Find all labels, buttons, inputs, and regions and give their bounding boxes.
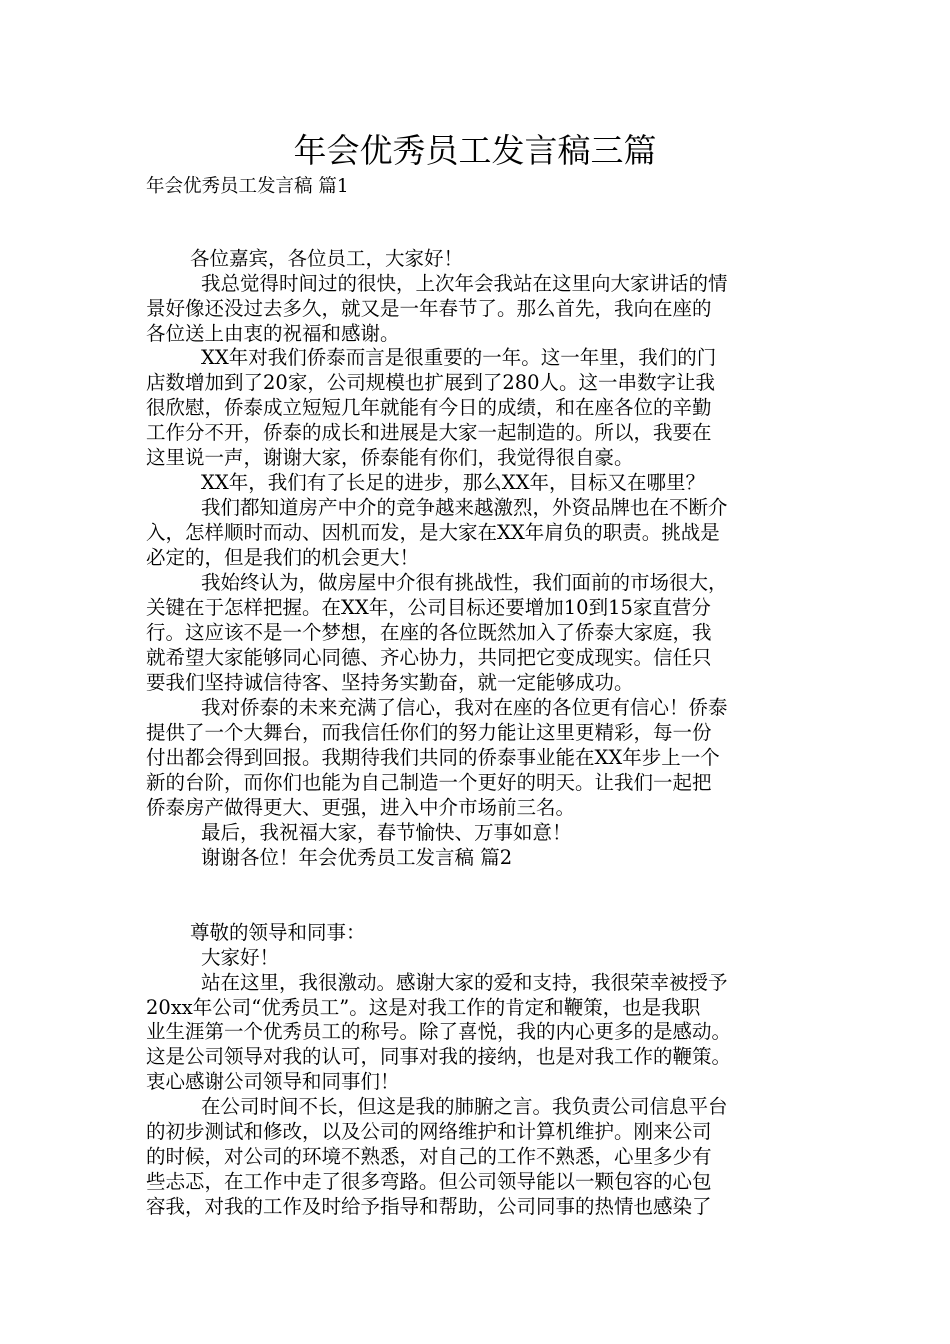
text-line: 提供了一个大舞台，而我信任你们的努力能让这里更精彩，每一份: [146, 721, 712, 744]
text-line: 这里说一声，谢谢大家，侨泰能有你们，我觉得很自豪。: [146, 446, 634, 469]
text-line: 衷心感谢公司领导和同事们！: [146, 1070, 400, 1093]
text-line: 就希望大家能够同心同德、齐心协力，共同把它变成现实。信任只: [146, 646, 712, 669]
text-line: 各位嘉宾，各位员工，大家好！: [190, 247, 464, 270]
text-line: 我们都知道房产中介的竞争越来越激烈，外资品牌也在不断介: [201, 496, 728, 519]
text-line: 景好像还没过去多久，就又是一年春节了。那么首先，我向在座的: [146, 297, 712, 320]
text-line: 我对侨泰的未来充满了信心，我对在座的各位更有信心！侨泰: [201, 696, 728, 719]
text-line: 必定的，但是我们的机会更大！: [146, 546, 420, 569]
text-line: 工作分不开，侨泰的成长和进展是大家一起制造的。所以，我要在: [146, 421, 712, 444]
text-line: 谢谢各位！年会优秀员工发言稿 篇2: [201, 846, 513, 869]
text-line: 我始终认为，做房屋中介很有挑战性，我们面前的市场很大，: [201, 571, 728, 594]
document-title: 年会优秀员工发言稿三篇: [293, 131, 657, 170]
text-line: 最后，我祝福大家，春节愉快、万事如意！: [201, 821, 572, 844]
text-line: 很欣慰，侨泰成立短短几年就能有今日的成绩，和在座各位的辛勤: [146, 396, 712, 419]
text-line: 入，怎样顺时而动、因机而发，是大家在XX年肩负的职责。挑战是: [146, 521, 720, 544]
text-line: 在公司时间不长，但这是我的肺腑之言。我负责公司信息平台: [201, 1095, 728, 1118]
text-line: 业生涯第一个优秀员工的称号。除了喜悦，我的内心更多的是感动。: [146, 1020, 732, 1043]
text-line: 侨泰房产做得更大、更强，进入中介市场前三名。: [146, 796, 576, 819]
text-line: 大家好！: [201, 946, 280, 969]
text-line: 些忐忑，在工作中走了很多弯路。但公司领导能以一颗包容的心包: [146, 1170, 712, 1193]
text-line: 容我，对我的工作及时给予指导和帮助，公司同事的热情也感染了: [146, 1195, 712, 1218]
text-line: 要我们坚持诚信待客、坚持务实勤奋，就一定能够成功。: [146, 671, 634, 694]
text-line: XX年，我们有了长足的进步，那么XX年，目标又在哪里？: [201, 471, 706, 494]
text-line: 这是公司领导对我的认可，同事对我的接纳，也是对我工作的鞭策。: [146, 1045, 732, 1068]
section-heading-1: 年会优秀员工发言稿 篇1: [146, 176, 349, 197]
text-line: 20xx年公司“优秀员工”。这是对我工作的肯定和鞭策，也是我职: [146, 996, 701, 1019]
text-line: 的初步测试和修改，以及公司的网络维护和计算机维护。刚来公司: [146, 1120, 712, 1143]
text-line: 付出都会得到回报。我期待我们共同的侨泰事业能在XX年步上一个: [146, 746, 720, 769]
text-line: 关键在于怎样把握。在XX年，公司目标还要增加10到15家直营分: [146, 596, 711, 619]
text-line: XX年对我们侨泰而言是很重要的一年。这一年里，我们的门: [201, 346, 717, 369]
text-line: 各位送上由衷的祝福和感谢。: [146, 322, 400, 345]
text-line: 站在这里，我很激动。感谢大家的爱和支持，我很荣幸被授予: [201, 971, 728, 994]
text-line: 店数增加到了20家，公司规模也扩展到了280人。这一串数字让我: [146, 371, 716, 394]
text-line: 新的台阶，而你们也能为自己制造一个更好的明天。让我们一起把: [146, 771, 712, 794]
text-line: 尊敬的领导和同事：: [190, 921, 366, 944]
text-line: 行。这应该不是一个梦想，在座的各位既然加入了侨泰大家庭，我: [146, 621, 712, 644]
text-line: 的时候，对公司的环境不熟悉，对自己的工作不熟悉，心里多少有: [146, 1145, 712, 1168]
text-line: 我总觉得时间过的很快，上次年会我站在这里向大家讲话的情: [201, 272, 728, 295]
